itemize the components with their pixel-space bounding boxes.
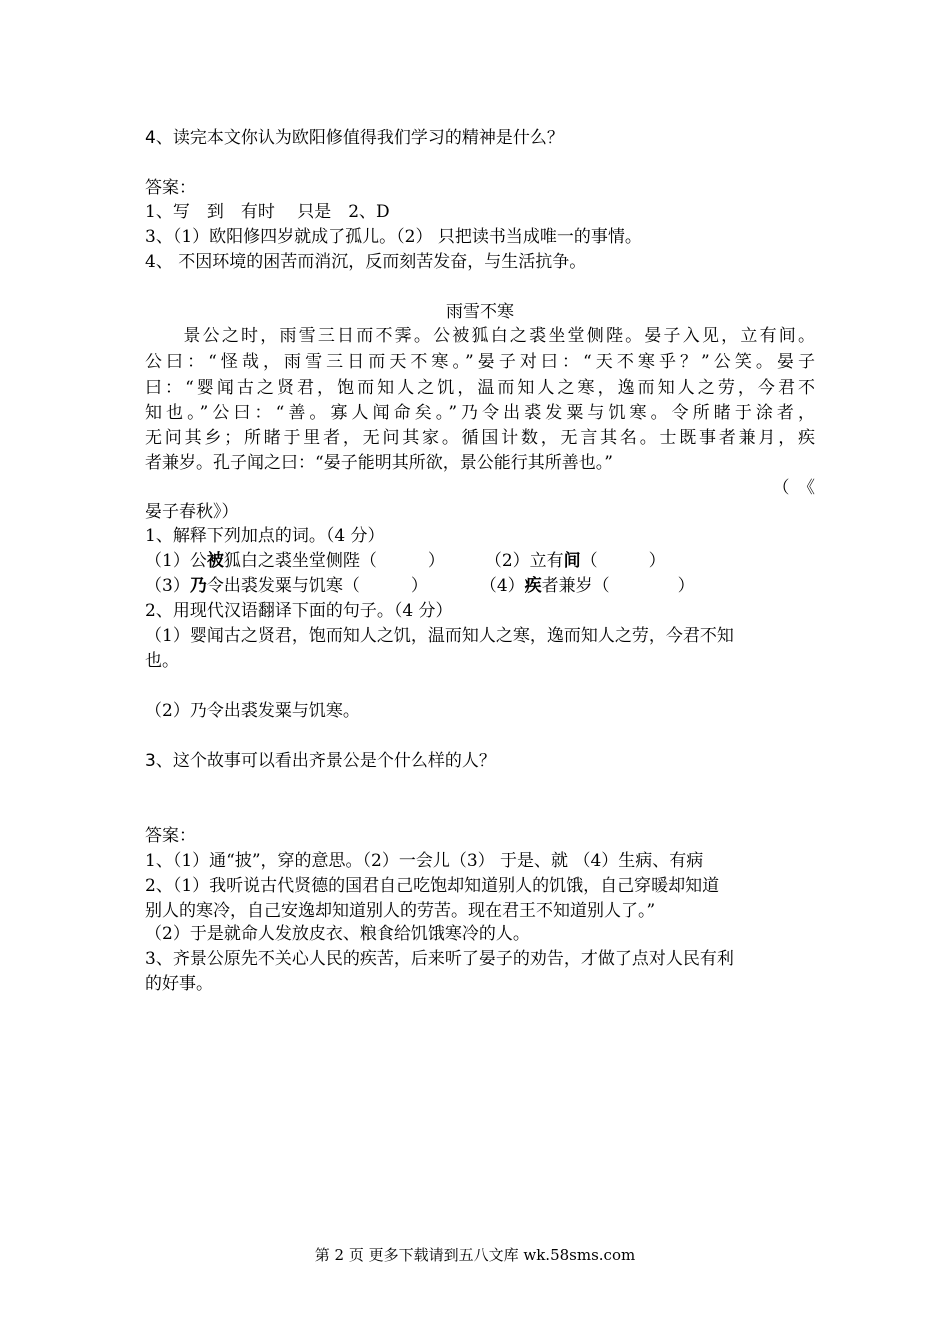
answer-3: 3、（1）欧阳修四岁就成了孤儿。（2） 只把读书当成唯一的事情。 — [145, 227, 642, 247]
question-1-items-row2 — [145, 574, 815, 598]
question-2-sentence-2: （2）乃令出裘发粟与饥寒。 — [145, 701, 360, 721]
q1-3-prefix: （3） — [145, 576, 190, 596]
answers-2: 2、（1）我听说古代贤德的国君自己吃饱却知道别人的饥饿，自己穿暖却知道 — [145, 876, 720, 896]
answer-heading: 答案： — [145, 178, 196, 198]
question-2: 2、用现代汉语翻译下面的句子。（4 分） — [145, 601, 453, 621]
question-2-sentence-1: （1）婴闻古之贤君，饱而知人之饥，温而知人之寒，逸而知人之劳，今君不知 — [145, 626, 734, 646]
answers-2-cont: 别人的寒冷，自己安逸却知道别人的劳苦。现在君王不知道别人了。” — [145, 901, 656, 921]
passage-source-close: 晏子春秋》） — [145, 502, 239, 522]
q1-1-prefix: （1）公 — [145, 551, 207, 571]
question-1: 1、解释下列加点的词。（4 分） — [145, 526, 385, 546]
q1-2-suffix: （ ） — [580, 551, 666, 571]
answers-heading: 答案： — [145, 826, 196, 846]
question-4: 4、读完本文你认为欧阳修值得我们学习的精神是什么？ — [145, 128, 564, 148]
q1-2-word: 间 — [563, 551, 581, 571]
passage-line: 知也。”公曰：“善。寡人闻命矣。”乃令出裘发粟与饥寒。令所睹于涂者， — [145, 403, 815, 423]
q1-4-word: 疾 — [524, 576, 542, 596]
answers-1: 1、（1）通“披”，穿的意思。（2）一会儿（3） 于是、就 （4）生病、有病 — [145, 851, 704, 871]
q1-1-word: 被 — [206, 551, 224, 571]
passage-line: 者兼岁。孔子闻之曰：“晏子能明其所欲，景公能行其所善也。” — [145, 453, 613, 473]
q1-3-word: 乃 — [189, 576, 207, 596]
question-3: 3、这个故事可以看出齐景公是个什么样的人？ — [145, 751, 496, 771]
q1-4-prefix: （4） — [479, 576, 525, 596]
passage-line: 景公之时，雨雪三日而不霁。公被狐白之裘坐堂侧陛。晏子入见，立有间。 — [145, 326, 815, 346]
q1-1-suffix: 狐白之裘坐堂侧陛（ ） — [223, 551, 445, 571]
passage-line: 无问其乡；所睹于里者，无问其家。循国计数，无言其名。士既事者兼月，疾 — [145, 428, 815, 448]
passage-line: 曰：“婴闻古之贤君，饱而知人之饥，温而知人之寒，逸而知人之劳，今君不 — [145, 378, 815, 398]
answers-2-part2: （2）于是就命人发放皮衣、粮食给饥饿寒冷的人。 — [145, 924, 530, 944]
passage-title: 雨雪不寒 — [446, 302, 514, 322]
page-footer: 第 2 页 更多下载请到五八文库 wk.58sms.com — [314, 1246, 636, 1264]
passage-source-open: （ 《 — [772, 478, 815, 498]
answers-3: 3、齐景公原先不关心人民的疾苦，后来听了晏子的劝告，才做了点对人民有利 — [145, 949, 734, 969]
answer-4: 4、 不因环境的困苦而消沉，反而刻苦发奋，与生活抗争。 — [145, 252, 587, 272]
passage-line: 公曰：“怪哉，雨雪三日而天不寒。”晏子对曰：“天不寒乎？”公笑。晏子 — [145, 352, 815, 372]
q1-3-suffix: 令出裘发粟与饥寒（ ） — [206, 576, 428, 596]
answers-3-cont: 的好事。 — [145, 974, 213, 994]
q1-4-suffix: 者兼岁（ ） — [541, 576, 695, 596]
answer-1: 1、写 到 有时 只是 2、D — [145, 202, 390, 222]
question-2-sentence-1-cont: 也。 — [145, 651, 179, 671]
question-1-items-row1 — [145, 549, 815, 573]
q1-2-prefix: （2）立有 — [484, 551, 564, 571]
